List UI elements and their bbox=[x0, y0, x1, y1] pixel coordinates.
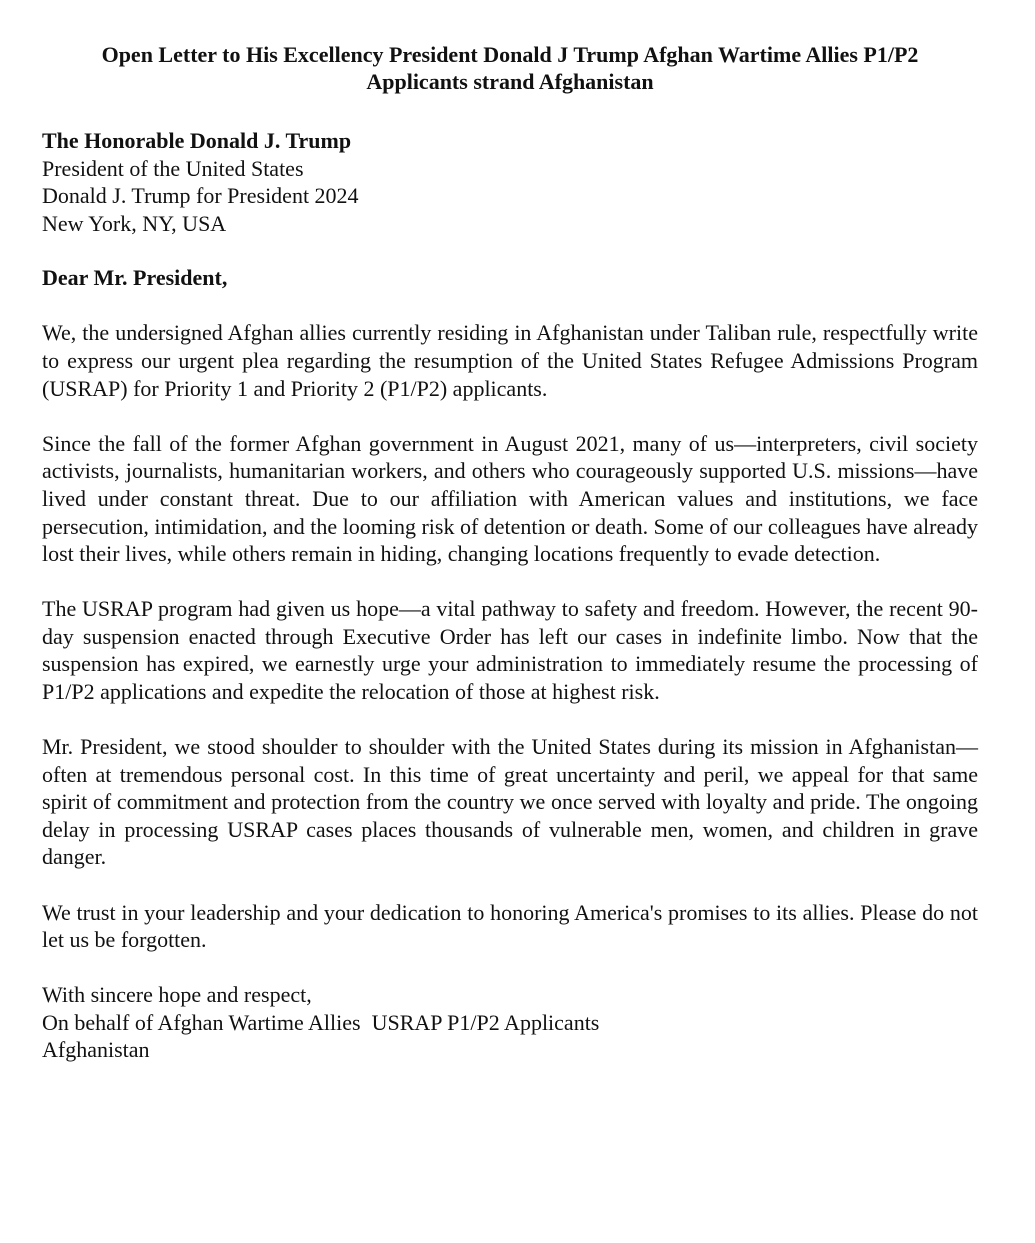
recipient-address bbox=[42, 127, 978, 237]
body-paragraph-1: We, the undersigned Afghan allies currently residing in Afghanistan under Taliban rule, respectfully write to express our urgent plea regarding the resumption of the United States Refugee Admissions Program (USRAP) for Priority 1 and Priority 2 (P1/P2) applicants. bbox=[42, 320, 978, 401]
closing-block bbox=[42, 981, 978, 1064]
letter-document bbox=[42, 41, 978, 1064]
letter-title: Open Letter to His Excellency President Donald J Trump Afghan Wartime Allies P1/P2 Applicants strand Afghanistan bbox=[101, 42, 919, 94]
signatory: On behalf of Afghan Wartime Allies USRAP P1/P2 Applicants bbox=[42, 1009, 600, 1035]
salutation: Dear Mr. President, bbox=[42, 265, 228, 291]
valediction: With sincere hope and respect, bbox=[42, 982, 312, 1008]
recipient-name: The Honorable Donald J. Trump bbox=[42, 128, 352, 153]
body-paragraph-3: The USRAP program had given us hope—a vital pathway to safety and freedom. However, the recent 90-day suspension enacted through Executive Order has left our cases in indefinite limbo. Now that the suspension has expired, we earnestly urge your administration to immediately resume the processing of P1/P2 applications and expedite the relocation of those at highest risk. bbox=[42, 596, 978, 704]
body-paragraph-5: We trust in your leadership and your dedication to honoring America's promises to its allies. Please do not let us be forgotten. bbox=[42, 899, 978, 953]
body-paragraph-4: Mr. President, we stood shoulder to shoulder with the United States during its mission in Afghanistan—often at tremendous personal cost. In this time of great uncertainty and peril, we appeal for that same spirit of commitment and protection from the country we once served with loyalty and pride. The ongoing delay in processing USRAP cases places thousands of vulnerable men, women, and children in grave danger. bbox=[42, 734, 978, 870]
recipient-location: New York, NY, USA bbox=[42, 210, 227, 236]
recipient-organization: Donald J. Trump for President 2024 bbox=[42, 183, 359, 209]
body-paragraph-2: Since the fall of the former Afghan government in August 2021, many of us—interpreters, civil society activists, journalists, humanitarian workers, and others who courageously supported U.S. missions—have lived under constant threat. Due to our affiliation with American values and institutions, we face persecution, intimidation, and the looming risk of detention or death. Some of our colleagues have already lost their lives, while others remain in hiding, changing locations frequently to evade detection. bbox=[42, 430, 978, 567]
recipient-title: President of the United States bbox=[42, 155, 304, 181]
signatory-location: Afghanistan bbox=[42, 1037, 150, 1063]
